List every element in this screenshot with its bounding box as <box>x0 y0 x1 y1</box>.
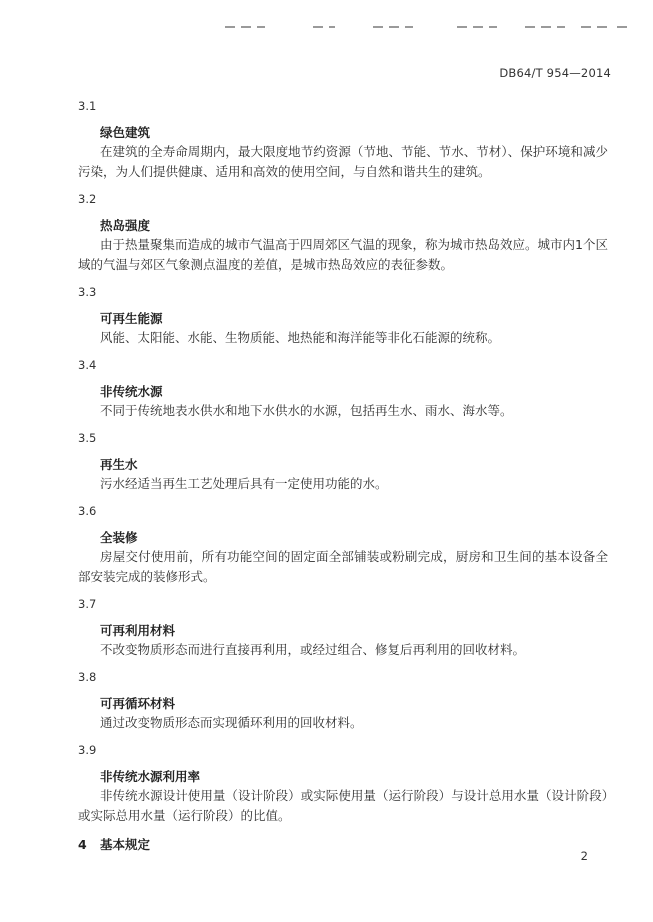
term-name: 绿色建筑 <box>100 125 151 140</box>
term-definition: 污水经适当再生工艺处理后具有一定使用功能的水。 <box>100 476 388 491</box>
term-definition: 通过改变物质形态而实现循环利用的回收材料。 <box>100 715 363 730</box>
term-entry <box>78 596 608 660</box>
term-definition: 在建筑的全寿命周期内，最大限度地节约资源（节地、节能、节水、节材）、保护环境和减少污染，为人们提供健康、适用和高效的使用空间，与自然和谐共生的建筑。 <box>78 144 608 179</box>
term-number: 3.7 <box>78 597 97 611</box>
term-definition: 房屋交付使用前，所有功能空间的固定面全部铺装或粉刷完成，厨房和卫生间的基本设备全部安装完成的装修形式。 <box>78 549 608 584</box>
term-entry <box>78 430 608 494</box>
term-number: 3.8 <box>78 670 97 684</box>
term-name: 可再循环材料 <box>100 696 176 711</box>
page-number: 2 <box>580 849 588 863</box>
term-name: 非传统水源 <box>100 384 163 399</box>
term-entry <box>78 357 608 421</box>
term-name: 再生水 <box>100 457 138 472</box>
term-definition: 不同于传统地表水供水和地下水供水的水源，包括再生水、雨水、海水等。 <box>100 403 513 418</box>
section-heading <box>78 835 608 855</box>
term-entry <box>78 284 608 348</box>
term-number: 3.1 <box>78 99 97 113</box>
term-entry <box>78 503 608 587</box>
scan-artifact-dashes <box>225 26 635 30</box>
term-name: 可再利用材料 <box>100 623 176 638</box>
term-name: 全装修 <box>100 530 138 545</box>
term-name: 可再生能源 <box>100 311 163 326</box>
term-entry <box>78 191 608 275</box>
section-title: 基本规定 <box>100 837 151 852</box>
document-body <box>78 98 608 855</box>
term-entry <box>78 98 608 182</box>
term-definition: 风能、太阳能、水能、生物质能、地热能和海洋能等非化石能源的统称。 <box>100 330 501 345</box>
standard-code: DB64/T 954—2014 <box>499 66 611 80</box>
term-number: 3.2 <box>78 192 97 206</box>
term-number: 3.9 <box>78 743 97 757</box>
term-number: 3.3 <box>78 285 97 299</box>
term-number: 3.5 <box>78 431 97 445</box>
term-definition: 非传统水源设计使用量（设计阶段）或实际使用量（运行阶段）与设计总用水量（设计阶段）或实际总用水量（运行阶段）的比值。 <box>78 788 608 823</box>
section-number: 4 <box>78 837 87 852</box>
term-name: 热岛强度 <box>100 218 151 233</box>
term-definition: 由于热量聚集而造成的城市气温高于四周郊区气温的现象，称为城市热岛效应。城市内1个区域的气温与郊区气象测点温度的差值，是城市热岛效应的表征参数。 <box>78 237 608 272</box>
term-entry <box>78 669 608 733</box>
term-name: 非传统水源利用率 <box>100 769 201 784</box>
term-number: 3.6 <box>78 504 97 518</box>
term-definition: 不改变物质形态而进行直接再利用，或经过组合、修复后再利用的回收材料。 <box>100 642 526 657</box>
term-entry <box>78 742 608 826</box>
term-number: 3.4 <box>78 358 97 372</box>
